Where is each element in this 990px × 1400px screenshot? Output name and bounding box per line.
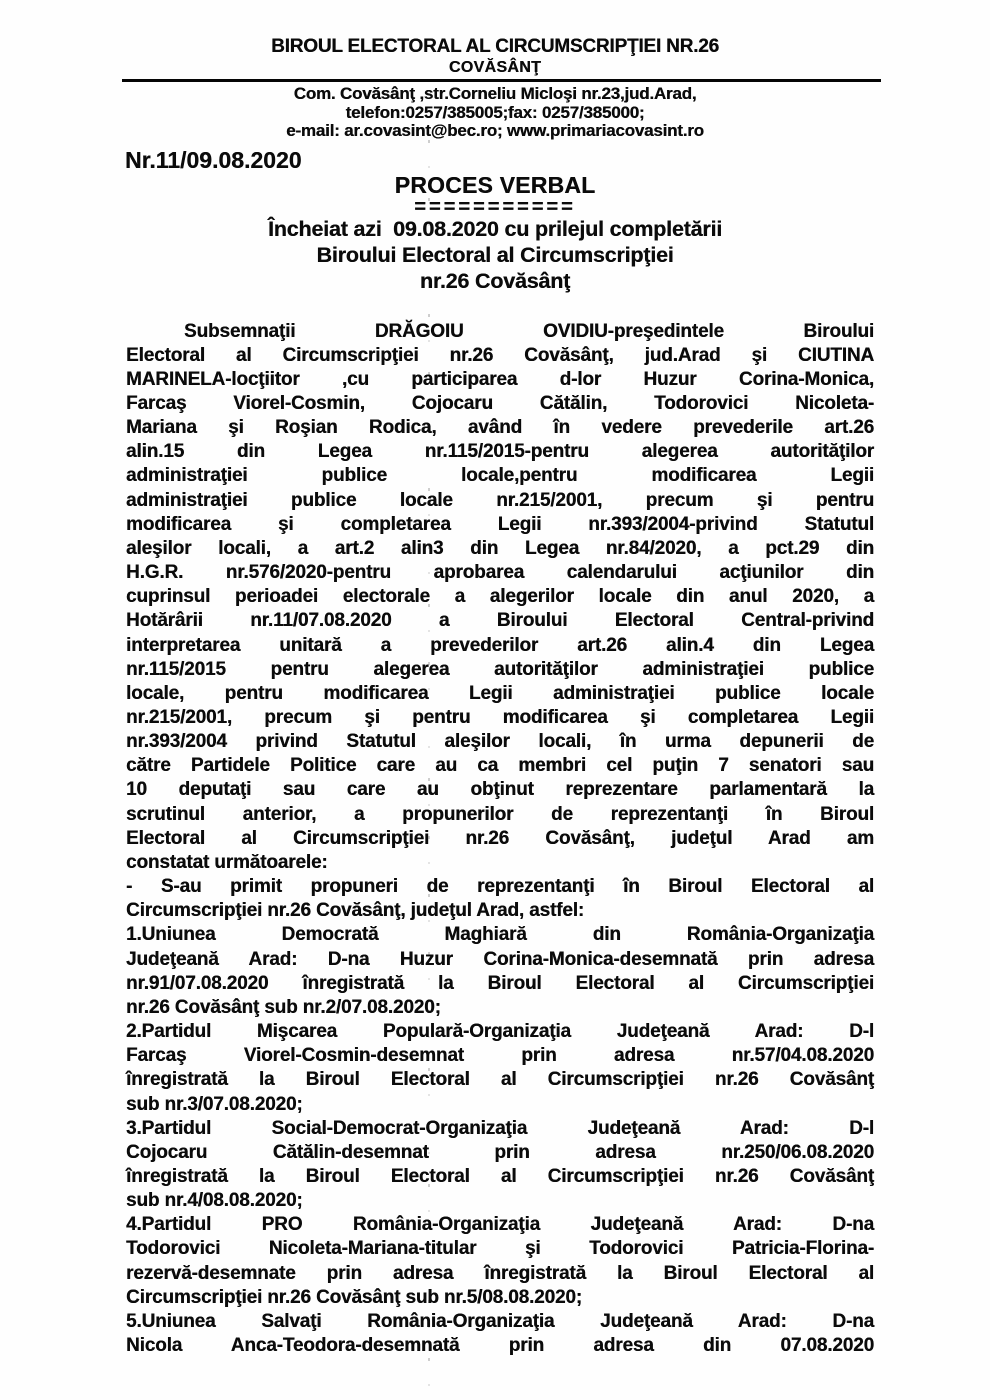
body-text-line: rezervă-desemnate prin adresa înregistrată la Biroul Electoral al [126,1262,874,1284]
body-text-line: nr.115/2015 pentru alegerea autorităţilor administraţiei publice [126,658,874,680]
body-text-line: 2.Partidul Mişcarea Populară-Organizaţia Judeţeană Arad: D-l [126,1021,874,1043]
body-text-line: 5.Uniunea Salvaţi România-Organizaţia Judeţeană Arad: D-na [126,1310,874,1332]
body-text-line: nr.215/2001, precum şi pentru modificarea şi completarea Legii [126,707,874,728]
document-number: Nr.11/09.08.2020 [125,146,302,173]
body-text-line: Farcaş Viorel-Cosmin-desemnat prin adresa nr.57/04.08.2020 [126,1045,874,1067]
org-name-line1: BIROUL ELECTORAL AL CIRCUMSCRIPŢIEI NR.26 [271,36,719,57]
body-text-line: 3.Partidul Social-Democrat-Organizaţia Judeţeană Arad: D-l [126,1117,874,1139]
body-text-line: nr.26 Covăsânţ sub nr.2/07.08.2020; [126,996,441,1018]
body-text-line: Nicola Anca-Teodora-desemnată prin adresa din 07.08.2020 [126,1335,874,1357]
body-text-line: Farcaş Viorel-Cosmin, Cojocaru Cătălin, Todorovici Nicoleta- [126,392,874,414]
page-title: PROCES VERBAL [394,171,596,198]
body-text-line: administraţiei publice locale nr.215/2001, precum şi pentru [126,489,874,511]
subtitle-line-2: Biroului Electoral al Circumscripţiei [316,242,674,267]
body-text-line: MARINELA-locţiitor ,cu participarea d-lor Huzur Corina-Monica, [126,368,874,390]
letterhead [0,0,990,141]
org-address: Com. Covăsânţ ,str.Corneliu Micloşi nr.23,jud.Arad, [293,84,697,103]
body-text-line: Todorovici Nicoleta-Mariana-titular şi Todorovici Patricia-Florina- [126,1238,874,1260]
body-text-line: către Partidele Politice care au ca membri cel puţin 7 senatori sau [126,755,874,777]
body-text-line: Hotărârii nr.11/07.08.2020 a Biroului Electoral Central-privind [126,610,874,632]
title-block [0,173,990,294]
subtitle-line-3: nr.26 Covăsânţ [419,268,571,293]
body-text-line: Judeţeană Arad: D-na Huzur Corina-Monica-desemnată prin adresa [126,948,874,970]
body-text-line: 1.Uniunea Democrată Maghiară din România-Organizaţia [126,924,874,946]
body-text-line: Mariana şi Roşian Rodica, având în vedere prevederile art.26 [126,417,874,439]
body-text-line: aleşilor locali, a art.2 alin3 din Legea nr.84/2020, a pct.29 din [126,537,874,559]
body-text-line: Cojocaru Cătălin-desemnat prin adresa nr.250/06.08.2020 [126,1141,874,1163]
title-separator: =========== [414,195,576,218]
body-text-line: Circumscripţiei nr.26 Covăsânţ, judeţul Arad, astfel: [126,900,585,922]
body-text-line: modificarea şi completarea Legii nr.393/2004-privind Statutul [126,513,874,535]
body-text-line: locale, pentru modificarea Legii administraţiei publice locale [126,682,874,704]
body-text-line: alin.15 din Legea nr.115/2015-pentru alegerea autorităţilor [126,441,874,463]
body-text-line: Electoral al Circumscripţiei nr.26 Covăsânţ, judeţul Arad am [126,827,874,849]
org-name-line2: COVĂSÂNŢ [448,59,542,76]
body-text-line: cuprinsul perioadei electorale a alegerilor locale din anul 2020, a [126,586,874,608]
body-text-line: Subsemnaţii DRĂGOIU OVIDIU-preşedintele Biroului [184,320,874,342]
body-text-line: H.G.R. nr.576/2020-pentru aprobarea calendarului acţiunilor din [126,562,874,584]
document-body [126,320,874,1359]
body-text-line: înregistrată la Biroul Electoral al Circumscripţiei nr.26 Covăsânţ [126,1165,874,1187]
body-text-line: 4.Partidul PRO România-Organizaţia Judeţeană Arad: D-na [126,1214,874,1236]
body-text-line: interpretarea unitară a prevederilor art.26 alin.4 din Legea [126,634,874,656]
body-text-line: nr.91/07.08.2020 înregistrată la Biroul Electoral al Circumscripţiei [126,972,874,994]
body-text-line: 10 deputaţi sau care au obţinut reprezentare parlamentară la [126,779,874,801]
body-text-line: înregistrată la Biroul Electoral al Circumscripţiei nr.26 Covăsânţ [126,1069,874,1091]
org-phone-fax: telefon:0257/385005;fax: 0257/385000; [345,102,645,122]
body-text-line: constatat următoarele: [126,851,328,873]
body-text-line: sub nr.4/08.08.2020; [126,1190,303,1212]
org-email-web: e-mail: ar.covasint@bec.ro; www.primariacovasint.ro [286,121,704,140]
body-text-line: Electoral al Circumscripţiei nr.26 Covăsânţ, jud.Arad şi CIUTINA [126,344,874,366]
body-text-line: - S-au primit propuneri de reprezentanţi în Biroul Electoral al [126,876,874,898]
subtitle-line-1: Încheiat azi 09.08.2020 cu prilejul completării [267,216,723,241]
body-text-line: administraţiei publice locale,pentru modificarea Legii [126,465,874,487]
body-text-line: sub nr.3/07.08.2020; [126,1093,303,1115]
body-text-line: nr.393/2004 privind Statutul aleşilor locali, în urma depunerii de [126,731,874,753]
body-text-line: scrutinul anterior, a propunerilor de reprezentanţi în Biroul [126,803,874,825]
body-text-line: Circumscripţiei nr.26 Covăsânţ sub nr.5/08.08.2020; [126,1286,582,1308]
letterhead-divider [122,79,881,82]
